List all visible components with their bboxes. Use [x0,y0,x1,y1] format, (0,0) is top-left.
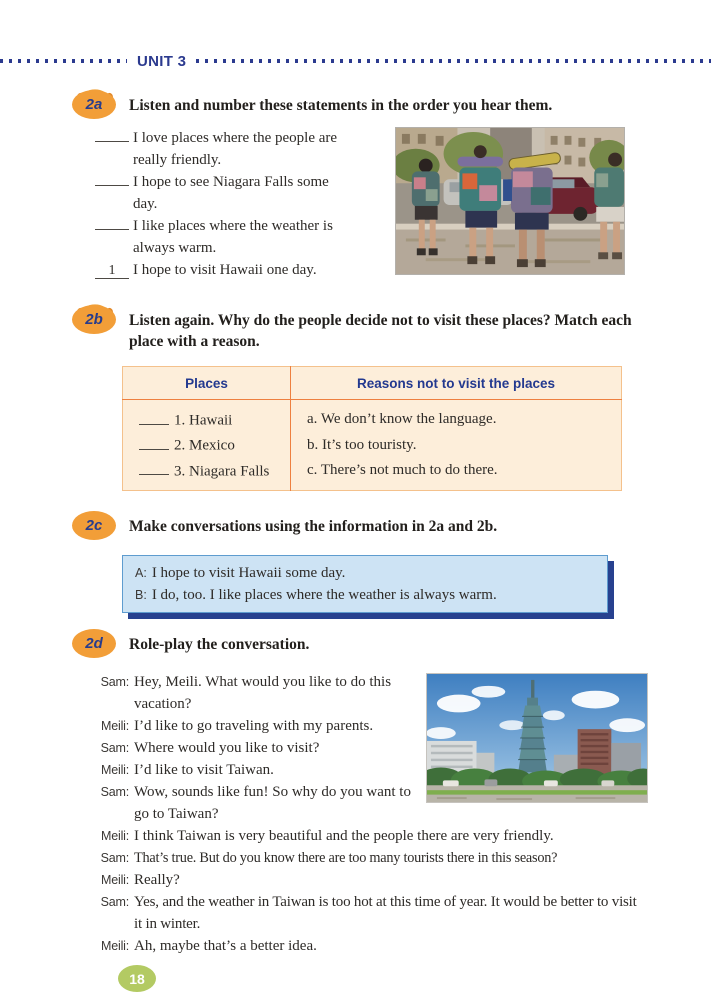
section-2b-instruction: Listen again. Why do the people decide not to visit these places? Match each place with a reason. [129,312,632,350]
reason-cell: a. We don’t know the language. [291,400,622,432]
activity-badge-label: 2c [72,511,116,540]
role-play-dialog [88,671,648,957]
dotted-rule [0,59,127,63]
reasons-column-header: Reasons not to visit the places [291,367,622,400]
place-cell [123,432,291,459]
speaker-label: A: [135,566,147,581]
unit-title: UNIT 3 [137,52,187,70]
dialog-text: That’s true. But do you know there are too many tourists there in this season? [134,850,558,867]
table-header-row [123,367,622,400]
statement-text: I hope to see Niagara Falls some day. [133,174,329,212]
dialog-line [101,869,648,891]
section-2d-instruction: Role-play the conversation. [129,636,310,654]
dialog-text: Really? [134,872,180,889]
example-text: I hope to visit Hawaii some day. [151,565,346,582]
dialog-line [100,847,648,869]
speaker-label: Meili: [101,763,129,778]
dialog-text: Yes, and the weather in Taiwan is too hot at this time of year. It would be better to visit it in winter. [134,894,637,933]
dialog-text: Wow, sounds like fun! So why do you want to go to Taiwan? [134,784,411,823]
speaker-label: Sam: [100,895,129,910]
answer-blank [95,215,129,230]
activity-badge-2d [72,629,116,658]
activity-badge-label: 2a [72,90,116,119]
reason-cell: c. There’s not much to do there. [291,459,622,491]
activity-badge-2c [72,511,116,540]
speaker-label: B: [135,588,147,603]
statement-item [133,215,395,259]
place-label: 1. Hawaii [174,412,233,429]
place-label: 3. Niagara Falls [174,463,270,480]
activity-badge-2b [72,305,116,334]
section-2a-header [72,90,711,119]
answer-blank: 1 [95,264,129,279]
section-2a-body [95,127,711,281]
speaker-label: Sam: [100,851,129,866]
dotted-rule [196,59,711,63]
statement-item [108,259,395,281]
dialog-line [101,935,648,957]
answer-blank [139,410,169,425]
activity-badge-2a [72,90,116,119]
match-table [122,366,622,491]
dialog-text: Where would you like to visit? [134,740,320,757]
statement-list [95,127,395,281]
table-row [123,432,622,459]
speaker-label: Meili: [101,829,129,844]
dialog-text: I’d like to visit Taiwan. [134,762,274,779]
activity-badge-label: 2d [72,629,116,658]
dialog-text: I think Taiwan is very beautiful and the people there are very friendly. [134,828,554,845]
speaker-label: Sam: [100,675,129,690]
answer-blank [139,461,169,476]
statement-item [133,171,395,215]
statement-text: I love places where the people are really friendly. [133,130,338,168]
answer-blank [95,127,129,142]
statement-item [133,127,395,171]
section-2a-instruction: Listen and number these statements in the order you hear them. [129,97,553,114]
speaker-label: Sam: [100,785,129,800]
reason-cell: b. It’s too touristy. [291,432,622,459]
example-line [135,562,595,584]
activity-badge-label: 2b [72,305,116,334]
dialog-line [101,825,648,847]
section-2d-header [72,629,711,658]
statement-text: I hope to visit Hawaii one day. [133,262,317,278]
table-row [123,400,622,432]
page-number-badge: 18 [118,965,156,992]
dialog-text: I’d like to go traveling with my parents. [134,718,374,735]
speaker-label: Meili: [101,719,129,734]
place-label: 2. Mexico [174,438,235,455]
example-text: I do, too. I like places where the weather is always warm. [151,587,497,604]
section-2b-header [72,305,711,352]
place-cell [123,400,291,432]
place-cell [123,459,291,491]
section-2c-instruction: Make conversations using the information in 2a and 2b. [129,518,498,536]
speaker-label: Meili: [101,873,129,888]
backpackers-photo [395,127,625,275]
dialog-line [100,891,648,935]
unit-header [0,52,711,70]
example-line [135,584,595,606]
statement-text: I like places where the weather is always warm. [133,218,333,256]
taipei-101-photo [426,673,648,803]
answer-blank [139,435,169,450]
dialog-text: Hey, Meili. What would you like to do this vacation? [134,674,392,713]
speaker-label: Meili: [101,939,129,954]
answer-blank [95,171,129,186]
table-row [123,459,622,491]
example-dialog-box [122,555,608,613]
speaker-label: Sam: [100,741,129,756]
dialog-text: Ah, maybe that’s a better idea. [134,938,317,955]
places-column-header: Places [123,367,291,400]
section-2c-header [72,511,711,540]
